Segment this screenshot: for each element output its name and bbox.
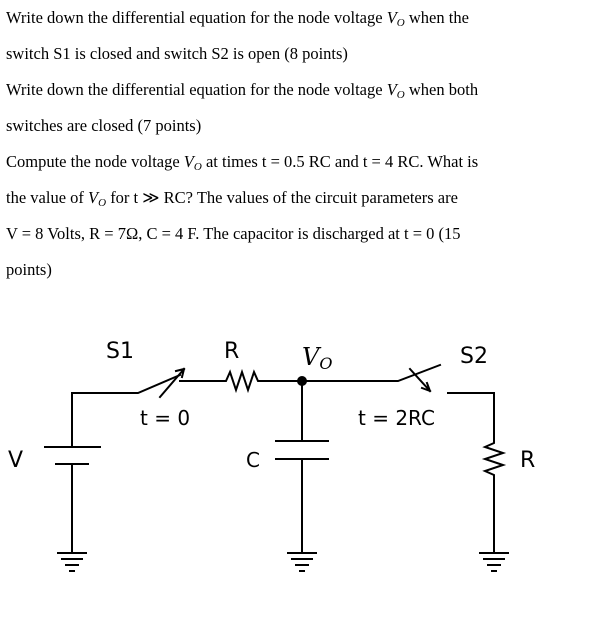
problem-line-7: V = 8 Volts, R = 7Ω, C = 4 F. The capacitor is discharged at t = 0 (15 xyxy=(6,224,461,243)
circuit-diagram xyxy=(0,325,602,615)
source-label: V xyxy=(8,448,24,473)
s1-time-label: t = 0 xyxy=(140,406,191,430)
s2-time-label: t = 2RC xyxy=(358,406,435,430)
cap-label: C xyxy=(246,448,260,472)
node-voltage-label: VO xyxy=(302,343,333,373)
problem-line-6: the value of $V_O$ for t ≫ RC? The values of the circuit parameters are xyxy=(6,188,458,209)
ground-symbol xyxy=(480,553,508,571)
problem-statement xyxy=(6,0,600,288)
r-top-label: R xyxy=(224,339,240,364)
problem-line-5: Compute the node voltage $V_O$ at times t = 0.5 RC and t = 4 RC. What is xyxy=(6,152,479,173)
problem-line-2: switch S1 is closed and switch S2 is open (8 points) xyxy=(6,44,348,63)
problem-line-4: switches are closed (7 points) xyxy=(6,116,202,135)
s1-label: S1 xyxy=(106,339,134,364)
node-dot xyxy=(297,376,307,386)
problem-line-8: points) xyxy=(6,260,52,279)
problem-line-3: Write down the differential equation for the node voltage $V_O$ when both xyxy=(6,80,479,101)
ground-symbol xyxy=(58,553,86,571)
r-right-label: R xyxy=(520,448,536,473)
s2-label: S2 xyxy=(460,344,488,369)
resistor-top xyxy=(200,372,300,390)
resistor-right xyxy=(485,427,503,553)
ground-symbol xyxy=(288,553,316,571)
problem-line-1: Write down the differential equation for the node voltage $V_O$ when the xyxy=(6,8,469,29)
